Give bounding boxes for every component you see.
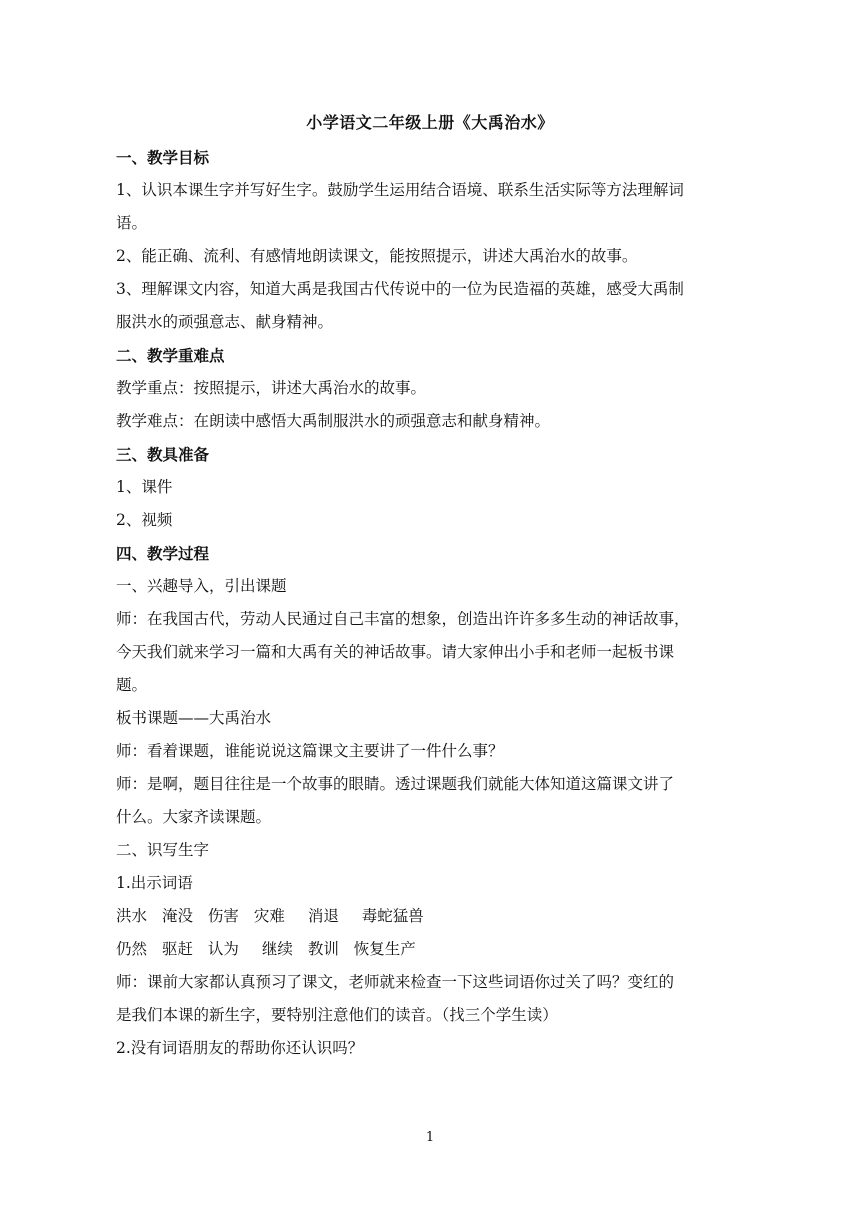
word: 淹没	[161, 907, 193, 925]
paragraph-4-line-2: 是我们本课的新生字，要特别注意他们的读音。（找三个学生读）	[116, 1006, 558, 1024]
document-title: 小学语文二年级上册《大禹治水》	[306, 113, 554, 132]
objective-1-line-2: 语。	[116, 214, 148, 232]
word: 灾难	[253, 907, 285, 925]
paragraph-3-line-1: 师：是啊，题目往往是一个故事的眼睛。透过课题我们就能大体知道这篇课文讲了	[116, 775, 675, 793]
paragraph-1-line-1: 师：在我国古代，劳动人民通过自己丰富的想象，创造出许许多多生动的神话故事，	[116, 610, 690, 628]
step-1: 1.出示词语	[116, 874, 193, 892]
section-heading-process: 四、教学过程	[116, 544, 210, 563]
paragraph-2: 师：看着课题，谁能说说这篇课文主要讲了一件什么事？	[116, 742, 504, 760]
board-title: 板书课题——大禹治水	[116, 709, 272, 727]
section-heading-key-points: 二、教学重难点	[116, 346, 225, 365]
objective-3-line-1: 3、理解课文内容，知道大禹是我国古代传说中的一位为民造福的英雄，感受大禹制	[116, 280, 684, 298]
paragraph-3-line-2: 什么。大家齐读课题。	[116, 808, 272, 826]
objective-3-line-2: 服洪水的顽强意志、献身精神。	[116, 313, 334, 331]
page-number: 1	[425, 1130, 435, 1145]
word: 消退	[307, 907, 339, 925]
word: 伤害	[207, 907, 239, 925]
subsection-intro: 一、兴趣导入，引出课题	[116, 577, 287, 595]
material-1: 1、课件	[116, 478, 173, 496]
step-2: 2.没有词语朋友的帮助你还认识吗？	[116, 1039, 364, 1057]
word: 洪水	[116, 907, 148, 925]
paragraph-1-line-3: 题。	[116, 676, 148, 694]
objective-1-line-1: 1、认识本课生字并写好生字。鼓励学生运用结合语境、联系生活实际等方法理解词	[116, 181, 684, 199]
word: 仍然	[116, 940, 148, 958]
section-heading-materials: 三、教具准备	[116, 445, 210, 464]
key-point: 教学重点：按照提示，讲述大禹治水的故事。	[116, 379, 427, 397]
document-body	[116, 141, 746, 1065]
word: 继续	[261, 940, 293, 958]
word-list-1	[116, 900, 746, 933]
material-2: 2、视频	[116, 511, 173, 529]
word: 毒蛇猛兽	[361, 907, 424, 925]
word: 认为	[207, 940, 239, 958]
section-heading-objectives: 一、教学目标	[116, 148, 210, 167]
paragraph-1-line-2: 今天我们就来学习一篇和大禹有关的神话故事。请大家伸出小手和老师一起板书课	[116, 643, 675, 661]
word: 驱赶	[161, 940, 193, 958]
word-list-2	[116, 933, 746, 966]
subsection-characters: 二、识写生字	[116, 841, 210, 859]
word: 恢复生产	[353, 940, 416, 958]
word: 教训	[307, 940, 339, 958]
objective-2: 2、能正确、流利、有感情地朗读课文，能按照提示，讲述大禹治水的故事。	[116, 247, 638, 265]
paragraph-4-line-1: 师：课前大家都认真预习了课文，老师就来检查一下这些词语你过关了吗？变红的	[116, 973, 675, 991]
difficult-point: 教学难点：在朗读中感悟大禹制服洪水的顽强意志和献身精神。	[116, 412, 551, 430]
